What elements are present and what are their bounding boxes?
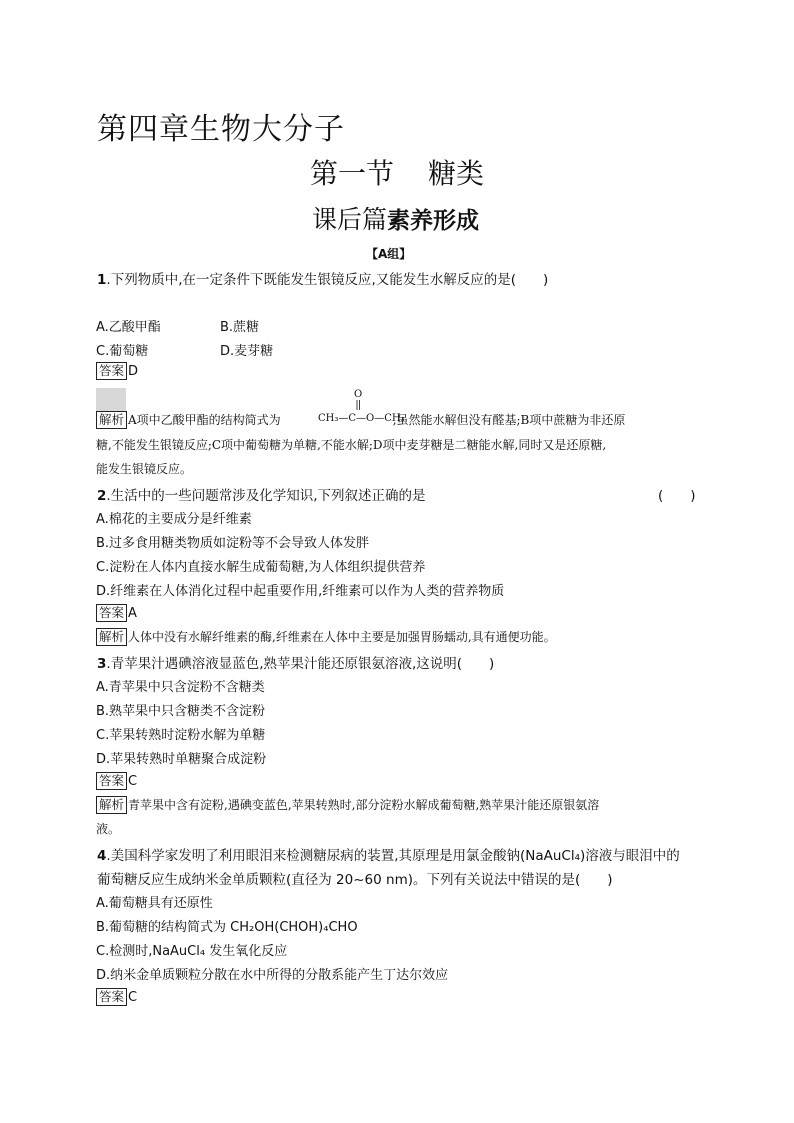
formula-chain: CH₃—C—O—CH₃ bbox=[318, 413, 405, 424]
q1-option-b: B.蔗糖 bbox=[220, 320, 260, 335]
q2-option-a: A.棉花的主要成分是纤维素 bbox=[96, 512, 252, 527]
analysis-label: 解析 bbox=[96, 628, 127, 646]
group-label: 【A组】 bbox=[366, 247, 412, 261]
question-4-line1 bbox=[97, 844, 680, 864]
chapter-title: 第四章生物大分子 bbox=[97, 112, 345, 147]
question-1-text: .下列物质中,在一定条件下既能发生银镜反应,又能发生水解反应的是( ) bbox=[106, 272, 549, 288]
q4-option-b: B.葡萄糖的结构简式为 CH₂OH(CHOH)₄CHO bbox=[96, 920, 358, 935]
q1-expl-prefix: A项中乙酸甲酯的结构简式为 bbox=[128, 413, 281, 427]
q1-expl-suffix: ,虽然能水解但没有醛基;B项中蔗糖为非还原 bbox=[392, 413, 626, 427]
subtitle-bold: 素养形成 bbox=[387, 208, 480, 234]
q2-answer-value: A bbox=[128, 606, 137, 621]
q2-explanation bbox=[96, 628, 556, 646]
q3-option-d: D.苹果转熟时单糖聚合成淀粉 bbox=[96, 752, 267, 767]
question-1 bbox=[97, 268, 548, 288]
question-3-number: 3 bbox=[97, 656, 107, 672]
q2-answer-paren: ( ) bbox=[658, 488, 696, 504]
q2-option-c: C.淀粉在人体内直接水解生成葡萄糖,为人体组织提供营养 bbox=[96, 560, 426, 575]
q1-option-a: A.乙酸甲酯 bbox=[96, 320, 161, 335]
q4-answer bbox=[96, 988, 137, 1006]
answer-label: 答案 bbox=[96, 604, 127, 622]
question-2-text: .生活中的一些问题常涉及化学知识,下列叙述正确的是 bbox=[106, 488, 426, 504]
q3-option-a: A.青苹果中只含淀粉不含糖类 bbox=[96, 680, 265, 695]
q3-explanation-line2: 液。 bbox=[96, 822, 121, 836]
q4-option-c: C.检测时,NaAuCl₄ 发生氧化反应 bbox=[96, 944, 288, 959]
q3-option-b: B.熟苹果中只含糖类不含淀粉 bbox=[96, 704, 266, 719]
question-2-number: 2 bbox=[97, 488, 107, 504]
question-2 bbox=[97, 484, 426, 504]
q4-option-a: A.葡萄糖具有还原性 bbox=[96, 896, 213, 911]
q1-answer bbox=[96, 362, 138, 380]
q2-answer bbox=[96, 604, 137, 622]
question-3-text: .青苹果汁遇碘溶液显蓝色,熟苹果汁能还原银氨溶液,这说明( ) bbox=[106, 656, 495, 672]
q1-option-d: D.麦芽糖 bbox=[220, 344, 274, 359]
question-4-text: .美国科学家发明了利用眼泪来检测糖尿病的装置,其原理是用氯金酸钠(NaAuCl₄)溶液与眼泪中的 bbox=[106, 848, 680, 864]
analysis-shade bbox=[96, 388, 126, 412]
question-4-line2: 葡萄糖反应生成纳米金单质颗粒(直径为 20~60 nm)。下列有关说法中错误的是( ) bbox=[97, 872, 613, 888]
analysis-label: 解析 bbox=[96, 796, 127, 814]
section-topic: 糖类 bbox=[428, 157, 485, 190]
structural-formula bbox=[318, 388, 428, 428]
q3-answer bbox=[96, 772, 137, 790]
q3-answer-value: C bbox=[128, 774, 138, 789]
subtitle-plain: 课后篇 bbox=[312, 205, 388, 234]
question-1-number: 1 bbox=[97, 272, 107, 288]
q3-expl-text: 青苹果中含有淀粉,遇碘变蓝色,苹果转熟时,部分淀粉水解成葡萄糖,熟苹果汁能还原银氨溶 bbox=[128, 798, 600, 812]
question-4-number: 4 bbox=[97, 848, 107, 864]
q2-expl-text: 人体中没有水解纤维素的酶,纤维素在人体中主要是加强胃肠蠕动,具有通便功能。 bbox=[128, 630, 556, 644]
q2-option-b: B.过多食用糖类物质如淀粉等不会导致人体发胖 bbox=[96, 536, 370, 551]
q3-explanation-line1 bbox=[96, 796, 599, 814]
analysis-label: 解析 bbox=[96, 411, 127, 429]
answer-label: 答案 bbox=[96, 988, 127, 1006]
q1-answer-value: D bbox=[128, 364, 139, 379]
section-title bbox=[310, 152, 484, 192]
q4-option-d: D.纳米金单质颗粒分散在水中所得的分散系能产生丁达尔效应 bbox=[96, 968, 449, 983]
section-number: 第一节 bbox=[310, 157, 395, 190]
formula-oxygen: O bbox=[354, 389, 363, 400]
q3-option-c: C.苹果转熟时淀粉水解为单糖 bbox=[96, 728, 266, 743]
q1-explanation-line3: 能发生银镜反应。 bbox=[96, 462, 193, 476]
answer-label: 答案 bbox=[96, 362, 127, 380]
q4-answer-value: C bbox=[128, 990, 138, 1005]
page-subtitle bbox=[312, 200, 479, 236]
question-3 bbox=[97, 652, 494, 672]
q1-explanation-line2: 糖,不能发生银镜反应;C项中葡萄糖为单糖,不能水解;D项中麦芽糖是二糖能水解,同时又是还原糖, bbox=[96, 438, 607, 452]
q1-option-c: C.葡萄糖 bbox=[96, 344, 149, 359]
q2-option-d: D.纤维素在人体消化过程中起重要作用,纤维素可以作为人类的营养物质 bbox=[96, 584, 505, 599]
answer-label: 答案 bbox=[96, 772, 127, 790]
